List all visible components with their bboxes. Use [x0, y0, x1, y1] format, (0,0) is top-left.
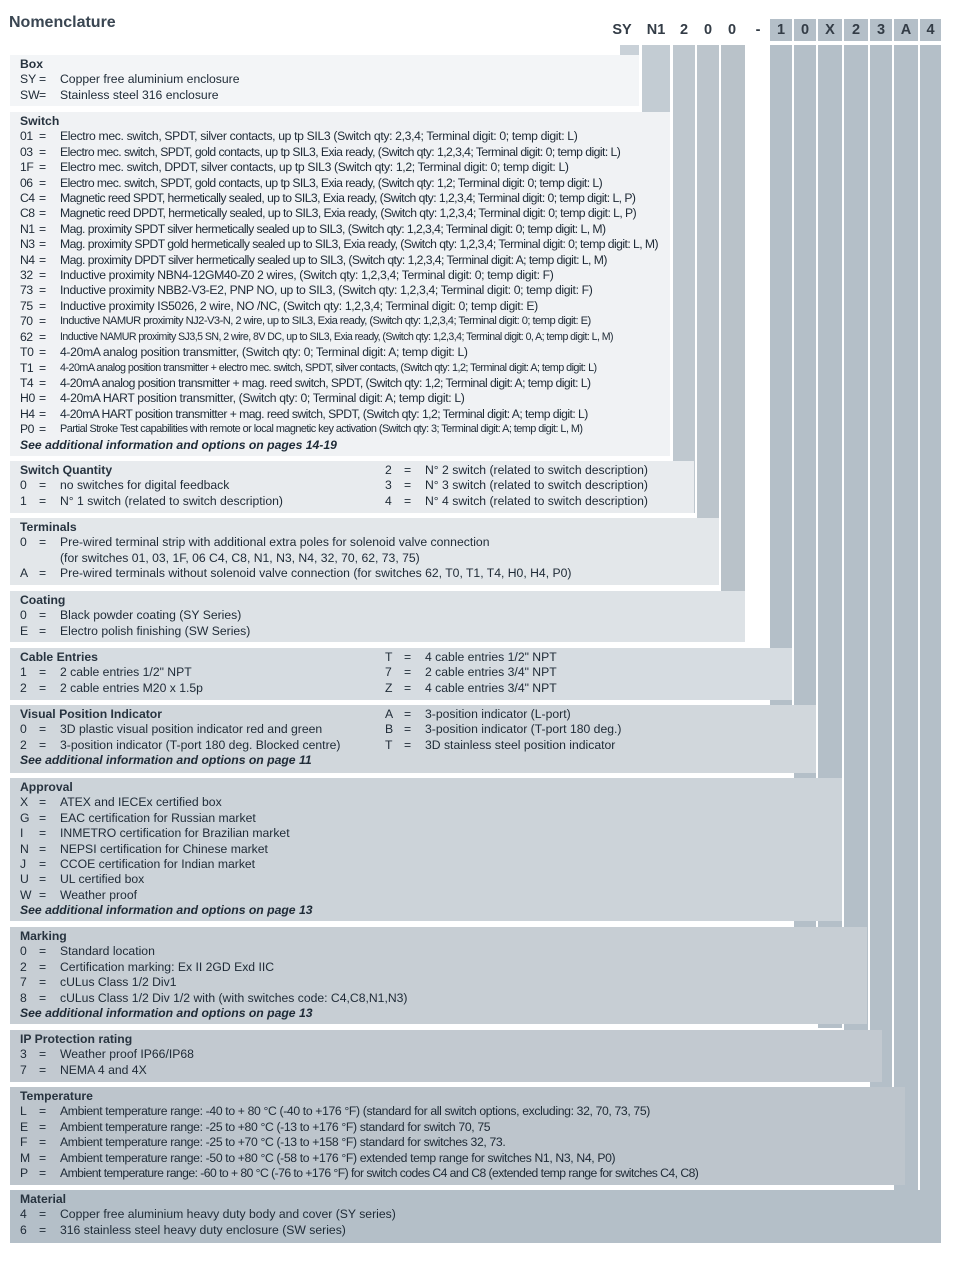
section-approval — [10, 778, 842, 921]
list-item: 75 = Inductive proximity IS5026, 2 wire, NO /NC, (Switch qty: 1,2,3,4; Terminal digit: 0; temp digit: E) — [20, 298, 538, 313]
connector-column-switch-qty — [673, 45, 695, 513]
list-item: 2 = 2 cable entries M20 x 1.5p — [20, 680, 203, 695]
page-title: Nomenclature — [9, 14, 116, 31]
code-digit-temperature: A — [894, 19, 918, 41]
list-item: 0 = Standard location — [20, 944, 155, 959]
list-item: H4 = 4-20mA HART position transmitter + mag. reed switch, SPDT, (Switch qty: 1,2; Terminal digit: A; temp digit: L) — [20, 406, 588, 421]
section-heading: Cable Entries — [20, 650, 98, 664]
list-item: 2 = N° 2 switch (related to switch description) — [385, 463, 648, 477]
section-heading: Temperature — [20, 1089, 93, 1103]
list-item: SW = Stainless steel 316 enclosure — [20, 87, 219, 102]
list-item: 32 = Inductive proximity NBN4-12GM40-Z0 2 wires, (Switch qty: 1,2,3,4; Terminal digit: 0; temp digit: F) — [20, 268, 554, 283]
list-item: 1 = N° 1 switch (related to switch description) — [20, 493, 283, 508]
list-item: 73 = Inductive proximity NBB2-V3-E2, PNP NO, up to SIL3, (Switch qty: 1,2,3,4; Terminal digit: 0; temp digit: F) — [20, 283, 593, 298]
section-ip-protection — [10, 1030, 882, 1082]
list-item: 4 = Copper free aluminium heavy duty body and cover (SY series) — [20, 1207, 396, 1222]
list-item: 70 = Inductive NAMUR proximity NJ2-V3-N, 2 wire, up to SIL3, Exia ready, (Switch qty: 1,2,3,4; Terminal digit: 0; temp digit: E) — [20, 314, 591, 329]
section-heading: Switch Quantity — [20, 463, 113, 477]
list-item: 01 = Electro mec. switch, SPDT, silver contacts, up tp SIL3 (Switch qty: 2,3,4; Terminal digit: 0; temp digit: L) — [20, 129, 578, 144]
code-separator: - — [755, 22, 761, 38]
code-digit-approval: X — [818, 19, 842, 41]
list-item: 1F = Electro mec. switch, DPDT, silver contacts, up tp SIL3 (Switch qty: 1,2; Terminal digit: 0; temp digit: L) — [20, 160, 569, 175]
list-item: 1 = 2 cable entries 1/2" NPT — [20, 665, 192, 680]
model-code — [0, 19, 960, 41]
section-heading: IP Protection rating — [20, 1032, 133, 1046]
list-item: 4 = N° 4 switch (related to switch description) — [385, 493, 648, 508]
section-box — [10, 55, 639, 106]
connector-column-coating — [721, 45, 745, 642]
code-digit-coating: 0 — [727, 22, 737, 38]
connector-column-material — [920, 45, 941, 1243]
list-item: H0 = 4-20mA HART position transmitter, (Switch qty: 0; Terminal digit: A; temp digit: L) — [20, 391, 465, 406]
section-note: See additional information and options on page 13 — [20, 903, 313, 918]
list-item: X = ATEX and IECEx certified box — [20, 795, 222, 810]
list-item: C8 = Magnetic reed DPDT, hermetically sealed, up to SIL3, Exia ready, (Switch qty: 1,2,3,4; Terminal digit: 0; temp digit: L, P) — [20, 206, 637, 221]
list-item: F = Ambient temperature range: -25 to +70 °C (-13 to +158 °F) standard for switches 32, 73. — [20, 1135, 506, 1150]
connector-column-ip — [870, 45, 892, 1185]
list-item: 0 = 3D plastic visual position indicator red and green — [20, 722, 323, 737]
connector-column-marking — [844, 45, 868, 1080]
list-item: 0 = Pre-wired terminal strip with additional extra poles for solenoid valve connection — [20, 535, 490, 550]
section-material — [10, 1190, 941, 1243]
section-heading: Terminals — [20, 520, 77, 534]
list-item: 3 = Weather proof IP66/IP68 — [20, 1047, 194, 1062]
code-digit-switch-qty: 2 — [679, 22, 689, 38]
code-digit-cable-entries: 1 — [770, 19, 792, 41]
list-item: 8 = cULus Class 1/2 Div 1/2 with (with switches code: C4,C8,N1,N3) — [20, 990, 408, 1005]
list-item: 7 = cULus Class 1/2 Div1 — [20, 975, 177, 990]
list-item: 0 = Black powder coating (SY Series) — [20, 608, 242, 623]
list-item: 62 = Inductive NAMUR proximity SJ3,5 SN, 2 wire, 8V DC, up to SIL3, Exia ready, (Switch qty: 1,2,3,4; Terminal digit: 0, A; temp digit: L, M) — [20, 329, 614, 344]
code-digit-terminals: 0 — [703, 22, 713, 38]
section-terminals — [10, 518, 719, 585]
section-switch — [10, 112, 670, 456]
code-digit-ip-rating: 3 — [870, 19, 892, 41]
section-visual-position-indicator — [10, 705, 816, 773]
section-note: See additional information and options on pages 14-19 — [20, 437, 337, 452]
list-item: E = Electro polish finishing (SW Series) — [20, 623, 251, 638]
code-digit-visual-indicator: 0 — [794, 19, 816, 41]
section-heading: Marking — [20, 929, 67, 943]
list-item: T = 3D stainless steel position indicator — [385, 737, 616, 752]
code-digit-box: SY — [612, 22, 632, 38]
section-marking — [10, 927, 867, 1024]
list-item: 2 = 3-position indicator (T-port 180 deg. Blocked centre) — [20, 737, 341, 752]
list-item: 7 = NEMA 4 and 4X — [20, 1062, 147, 1077]
list-item: M = Ambient temperature range: -50 to +80 °C (-58 to +176 °F) extended temp range for switches N1, N3, N4, P0) — [20, 1150, 616, 1165]
list-item: 0 = no switches for digital feedback — [20, 478, 230, 493]
list-item: T = 4 cable entries 1/2" NPT — [385, 650, 557, 664]
list-item: B = 3-position indicator (T-port 180 deg.) — [385, 722, 622, 737]
list-item: T4 = 4-20mA analog position transmitter + mag. reed switch, SPDT, (Switch qty: 1,2; Terminal digit: A; temp digit: L) — [20, 375, 591, 390]
section-heading: Switch — [20, 114, 60, 128]
list-item-continuation: (for switches 01, 03, 1F, 06 C4, C8, N1, N3, N4, 32, 70, 62, 73, 75) — [60, 550, 420, 565]
list-item: U = UL certified box — [20, 872, 145, 887]
section-switch-quantity — [10, 461, 694, 513]
list-item: SY = Copper free aluminium enclosure — [20, 72, 240, 87]
list-item: 7 = 2 cable entries 3/4" NPT — [385, 665, 557, 680]
list-item: 03 = Electro mec. switch, SPDT, gold contacts, up tp SIL3, Exia ready, (Switch qty: 1,2,3,4; Terminal digit: 0; temp digit: L) — [20, 144, 621, 159]
list-item: E = Ambient temperature range: -25 to +80 °C (-13 to +176 °F) standard for switch 70, 75 — [20, 1119, 491, 1134]
section-coating — [10, 591, 745, 642]
list-item: T1 = 4-20mA analog position transmitter + electro mec. switch, SPDT, silver contacts, (Switch qty: 1,2; Terminal digit: A; temp digit: L) — [20, 360, 597, 375]
list-item: P0 = Partial Stroke Test capabilities with remote or local magnetic key activation (Switch qty: 3; Terminal digit: A; temp digit: L, M) — [20, 422, 583, 437]
section-heading: Material — [20, 1192, 67, 1206]
connector-column-terminals — [697, 45, 719, 585]
section-heading: Visual Position Indicator — [20, 707, 162, 721]
list-item: N1 = Mag. proximity SPDT silver hermetically sealed up to SIL3, (Switch qty: 1,2,3,4; Terminal digit: 0; temp digit: L, M) — [20, 221, 606, 236]
list-item: 6 = 316 stainless steel heavy duty enclosure (SW series) — [20, 1222, 346, 1237]
list-item: A = Pre-wired terminals without solenoid valve connection (for switches 62, T0, T1, T4, H0, H4, P0) — [20, 566, 572, 581]
list-item: N = NEPSI certification for Chinese market — [20, 841, 268, 856]
list-item: 3 = N° 3 switch (related to switch description) — [385, 478, 648, 493]
section-note: See additional information and options on page 13 — [20, 1006, 313, 1021]
list-item: W = Weather proof — [20, 887, 138, 902]
list-item: J = CCOE certification for Indian market — [20, 857, 256, 872]
section-note: See additional information and options on page 11 — [20, 753, 312, 768]
list-item: 2 = Certification marking: Ex II 2GD Exd IIC — [20, 959, 275, 974]
list-item: T0 = 4-20mA analog position transmitter, (Switch qty: 0; Terminal digit: A; temp digit: L) — [20, 345, 468, 360]
list-item: N3 = Mag. proximity SPDT gold hermetically sealed up to SIL3, Exia ready, (Switch qty: 1,2,3,4; Terminal digit: 0; temp digit: L, M) — [20, 237, 659, 252]
list-item: C4 = Magnetic reed SPDT, hermetically sealed, up to SIL3, Exia ready, (Switch qty: 1,2,3,4; Terminal digit: 0; temp digit: L, P) — [20, 191, 636, 206]
code-digit-marking: 2 — [844, 19, 868, 41]
section-heading: Box — [20, 57, 44, 71]
list-item: 06 = Electro mec. switch, SPDT, gold contacts, up tp SIL3, Exia ready, (Switch qty: 1,2; Terminal digit: 0; temp digit: L) — [20, 175, 603, 190]
list-item: N4 = Mag. proximity DPDT silver hermetically sealed up to SIL3, (Switch qty: 1,2,3,4; Terminal digit: A; temp digit: L, M) — [20, 252, 607, 267]
section-cable-entries — [10, 648, 792, 700]
list-item: L = Ambient temperature range: -40 to + 80 °C (-40 to +176 °F) (standard for all switch options, excluding: 32, 70, 73, 75) — [20, 1104, 651, 1119]
list-item: A = 3-position indicator (L-port) — [385, 707, 571, 721]
list-item: G = EAC certification for Russian market — [20, 810, 256, 825]
section-heading: Approval — [20, 780, 73, 794]
list-item: I = INMETRO certification for Brazilian market — [20, 826, 290, 841]
connector-column-temperature — [894, 45, 918, 1195]
code-digit-material: 4 — [920, 19, 941, 41]
list-item: P = Ambient temperature range: -60 to + 80 °C (-76 to +176 °F) for switch codes C4 and C8 (extended temp range for switches C4, C8) — [20, 1166, 699, 1181]
code-digit-switch: N1 — [646, 22, 666, 38]
section-heading: Coating — [20, 593, 66, 607]
section-temperature — [10, 1087, 905, 1185]
list-item: Z = 4 cable entries 3/4" NPT — [385, 680, 557, 695]
